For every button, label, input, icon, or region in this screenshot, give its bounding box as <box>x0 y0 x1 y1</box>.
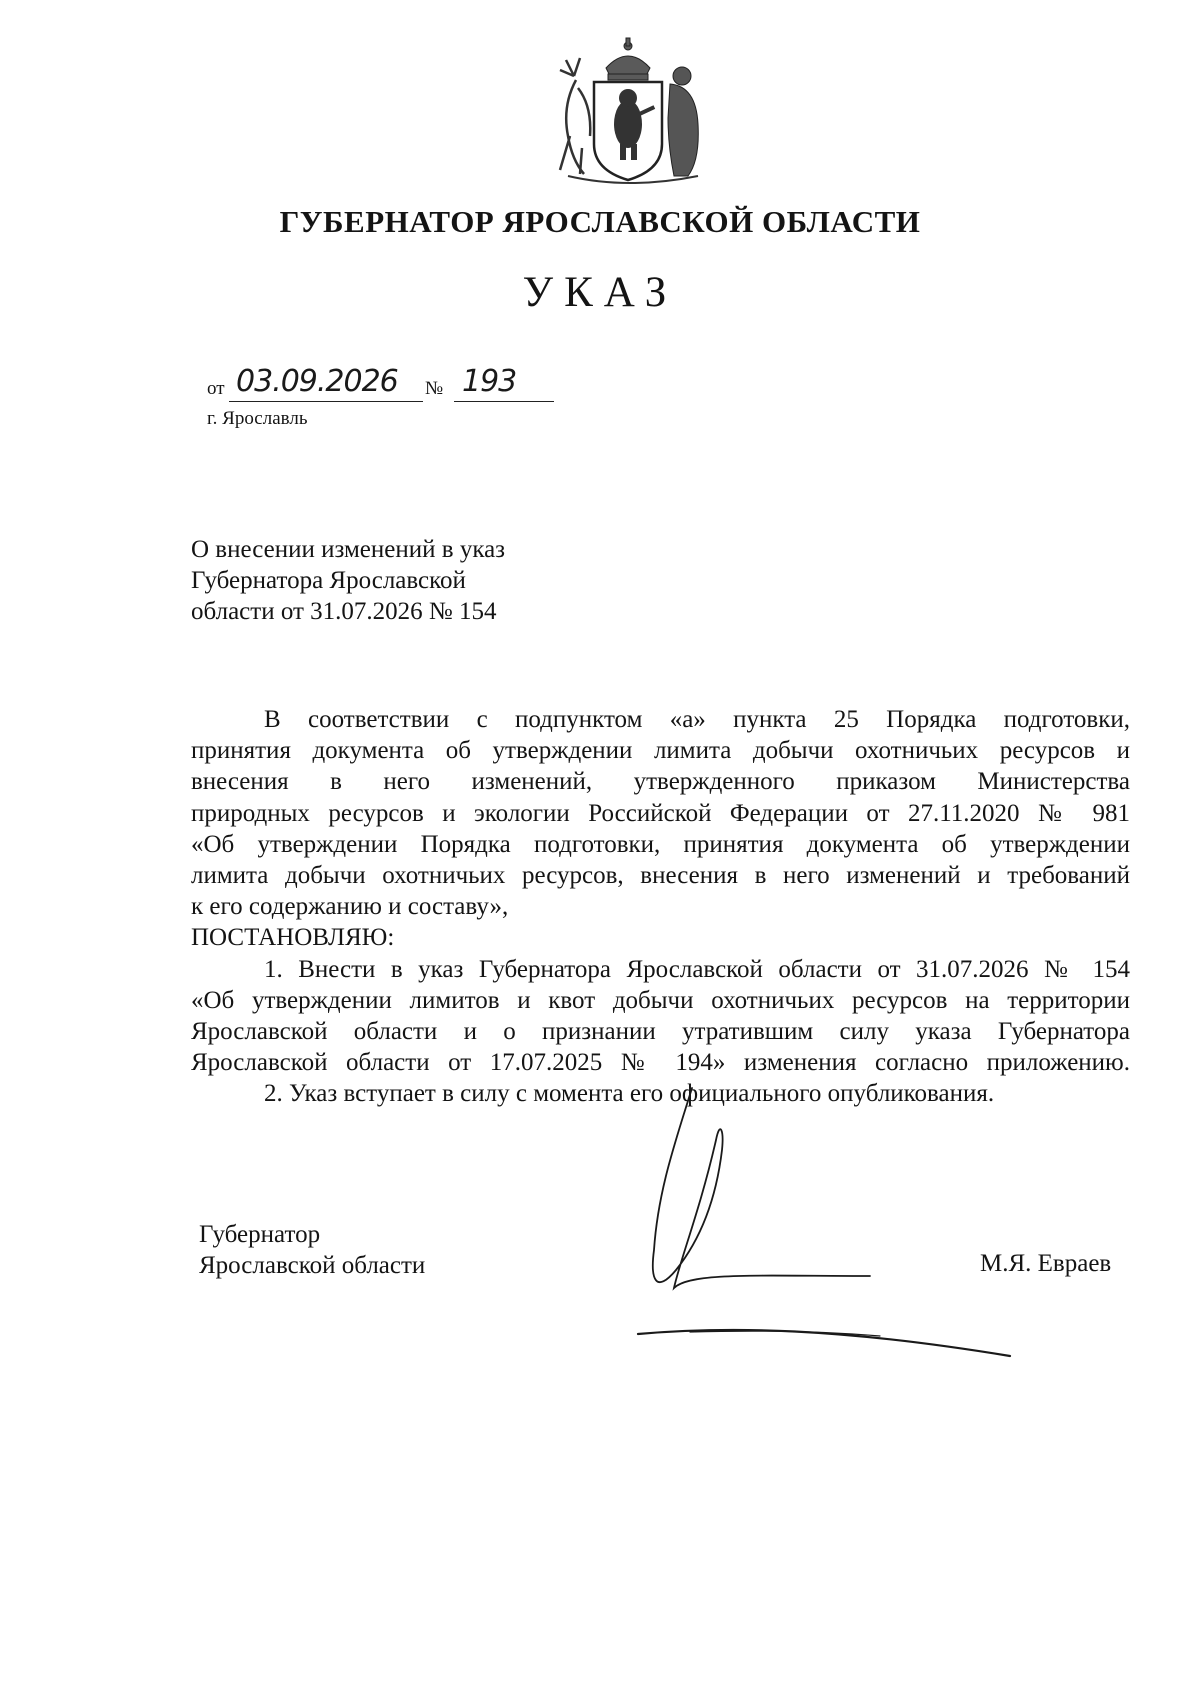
preamble-line: лимита добычи охотничьих ресурсов, внесения в него изменений и требований <box>191 861 1130 889</box>
preamble-line: природных ресурсов и экологии Российской Федерации от 27.11.2020 № 981 <box>191 799 1130 827</box>
signer-position <box>199 1219 425 1281</box>
signer-position-line: Губернатор <box>199 1221 321 1248</box>
resolve-heading: ПОСТАНОВЛЯЮ: <box>191 924 395 952</box>
issuer-heading: ГУБЕРНАТОР ЯРОСЛАВСКОЙ ОБЛАСТИ <box>279 204 921 239</box>
subject-line: О внесении изменений в указ <box>191 536 506 563</box>
number-prefix: № <box>425 378 444 399</box>
item-1-line: 1. Внести в указ Губернатора Ярославской области от 31.07.2026 № 154 <box>264 955 1130 983</box>
handwritten-signature-icon <box>620 1080 1020 1380</box>
place-of-issue: г. Ярославль <box>207 408 308 429</box>
document-body <box>191 704 1130 1109</box>
signer-name: М.Я. Евраев <box>980 1250 1112 1277</box>
subject-line: Губернатора Ярославской <box>191 567 466 594</box>
number-underline <box>454 401 554 402</box>
preamble-line: принятия документа об утверждении лимита добычи охотничьих ресурсов и <box>191 737 1130 765</box>
preamble-line: внесения в него изменений, утвержденного приказом Министерства <box>191 768 1130 796</box>
preamble-line: к его содержанию и составу», <box>191 893 509 921</box>
item-1-line: Ярославской области от 17.07.2025 № 194» изменения согласно приложению. <box>191 1049 1130 1077</box>
yaroslavl-oblast-coat-of-arms-icon <box>538 36 718 186</box>
preamble-line: «Об утверждении Порядка подготовки, принятия документа об утверждении <box>191 830 1130 858</box>
document-date: 03.09.2026 <box>236 364 398 399</box>
document-subject <box>191 534 691 627</box>
item-1-line: «Об утверждении лимитов и квот добычи охотничьих ресурсов на территории <box>191 986 1130 1014</box>
item-1-line: Ярославской области и о признании утратившим силу указа Губернатора <box>191 1017 1130 1045</box>
preamble-line: В соответствии с подпунктом «а» пункта 25 Порядка подготовки, <box>264 706 1130 733</box>
item-2-line: 2. Указ вступает в силу с момента его официального опубликования. <box>264 1080 995 1108</box>
document-type-title: УКАЗ <box>522 269 678 316</box>
subject-line: области от 31.07.2026 № 154 <box>191 598 497 625</box>
date-underline <box>229 401 423 402</box>
document-number: 193 <box>462 364 517 399</box>
date-prefix: от <box>207 378 225 399</box>
signer-position-line: Ярославской области <box>199 1252 426 1279</box>
